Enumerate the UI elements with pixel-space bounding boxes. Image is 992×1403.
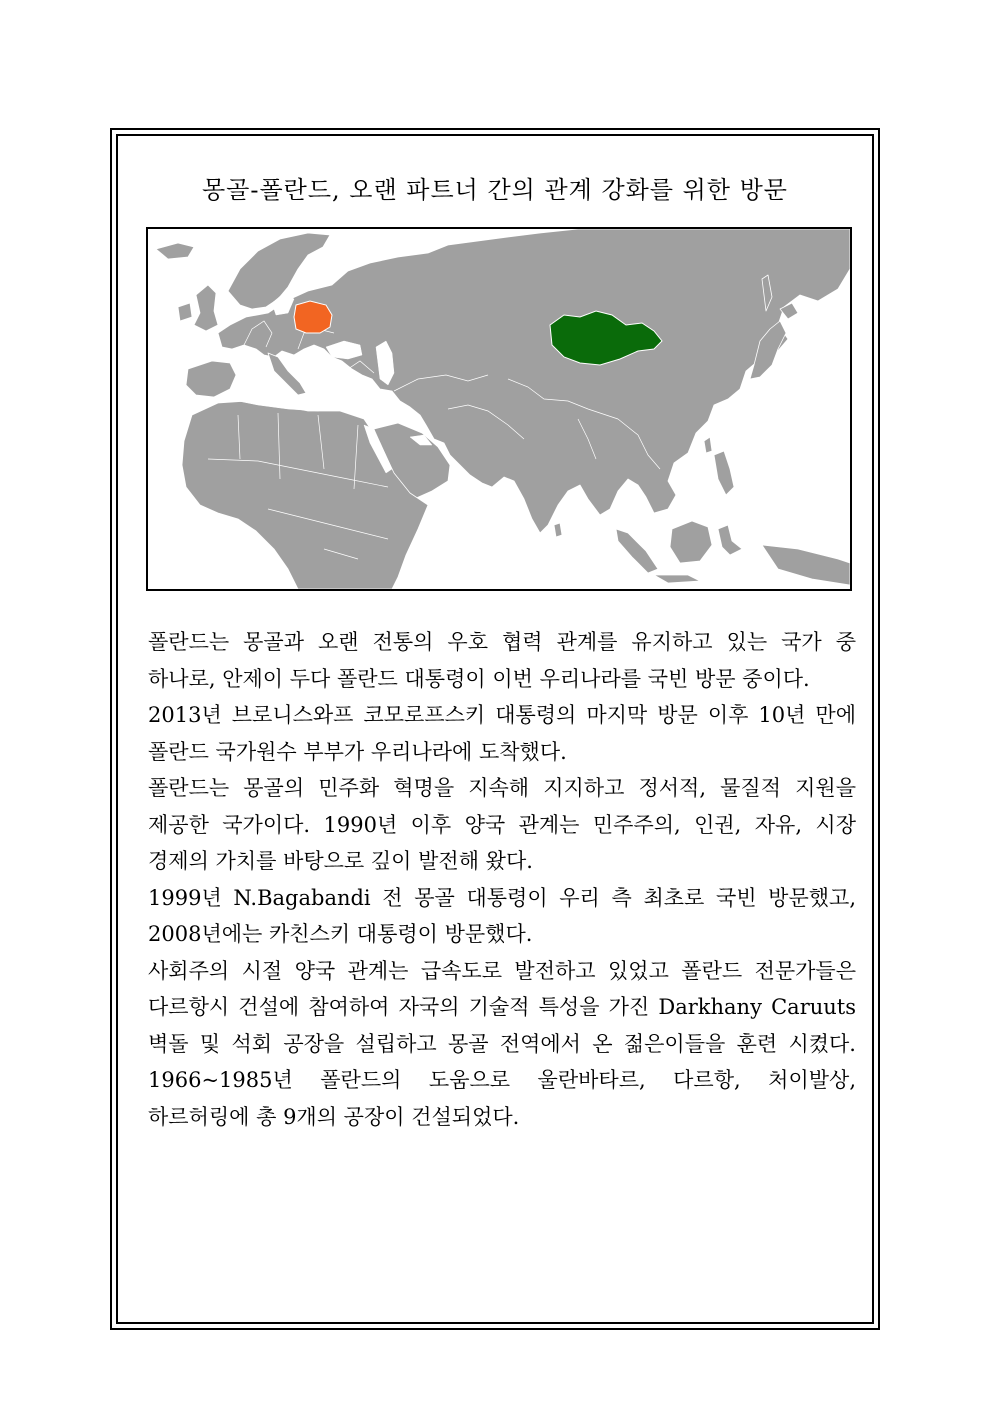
paragraph-1: 폴란드는 몽골과 오랜 전통의 우호 협력 관계를 유지하고 있는 국가 중 하나로, 안제이 두다 폴란드 대통령이 이번 우리나라를 국빈 방문 중이다. [148,630,856,691]
paragraph-4: 1999년 N.Bagabandi 전 몽골 대통령이 우리 측 최초로 국빈 방문했고, 2008년에는 카친스키 대통령이 방문했다. [148,885,856,946]
map-britain [194,285,218,331]
map-sulawesi [718,525,742,555]
map-java [654,575,700,583]
map-iberia [186,361,236,397]
map-srilanka [554,523,562,537]
map-sumatra [616,529,658,573]
map-iceland [156,243,194,259]
article-title: 몽골-폴란드, 오랜 파트너 간의 관계 강화를 위한 방문 [201,176,788,204]
paragraph-2: 2013년 브로니스와프 코모로프스키 대통령의 마지막 방문 이후 10년 만에 폴란드 국가원수 부부가 우리나라에 도착했다. [148,703,856,764]
article-body [148,624,856,1135]
map-poland-highlight [294,301,332,333]
map-newguinea [762,545,850,585]
map-borneo [670,521,712,563]
map-svg [148,229,850,589]
map-ireland [178,303,192,321]
map-philippines [714,451,734,495]
map-image [146,227,852,591]
paragraph-5: 사회주의 시절 양국 관계는 급속도로 발전하고 있었고 폴란드 전문가들은 다르항시 건설에 참여하여 자국의 기술적 특성을 가진 Darkhany Caruuts 벽돌 및 석회 공장을 설립하고 몽골 전역에서 온 젊은이들을 훈련 시켰다. 1966~1985년 폴란드의 도움으로 울란바타르, 다르항, 처이발상, 하르허링에 총 9개의 공장이 건설되었다. [148,958,856,1129]
page-frame-inner [116,134,874,1324]
page-frame-outer [110,128,880,1330]
map-taiwan [704,437,712,453]
paragraph-3: 폴란드는 몽골의 민주화 혁명을 지속해 지지하고 정서적, 물질적 지원을 제공한 국가이다. 1990년 이후 양국 관계는 민주주의, 인권, 자유, 시장 경제의 가치를 바탕으로 깊이 발전해 왔다. [148,776,856,873]
